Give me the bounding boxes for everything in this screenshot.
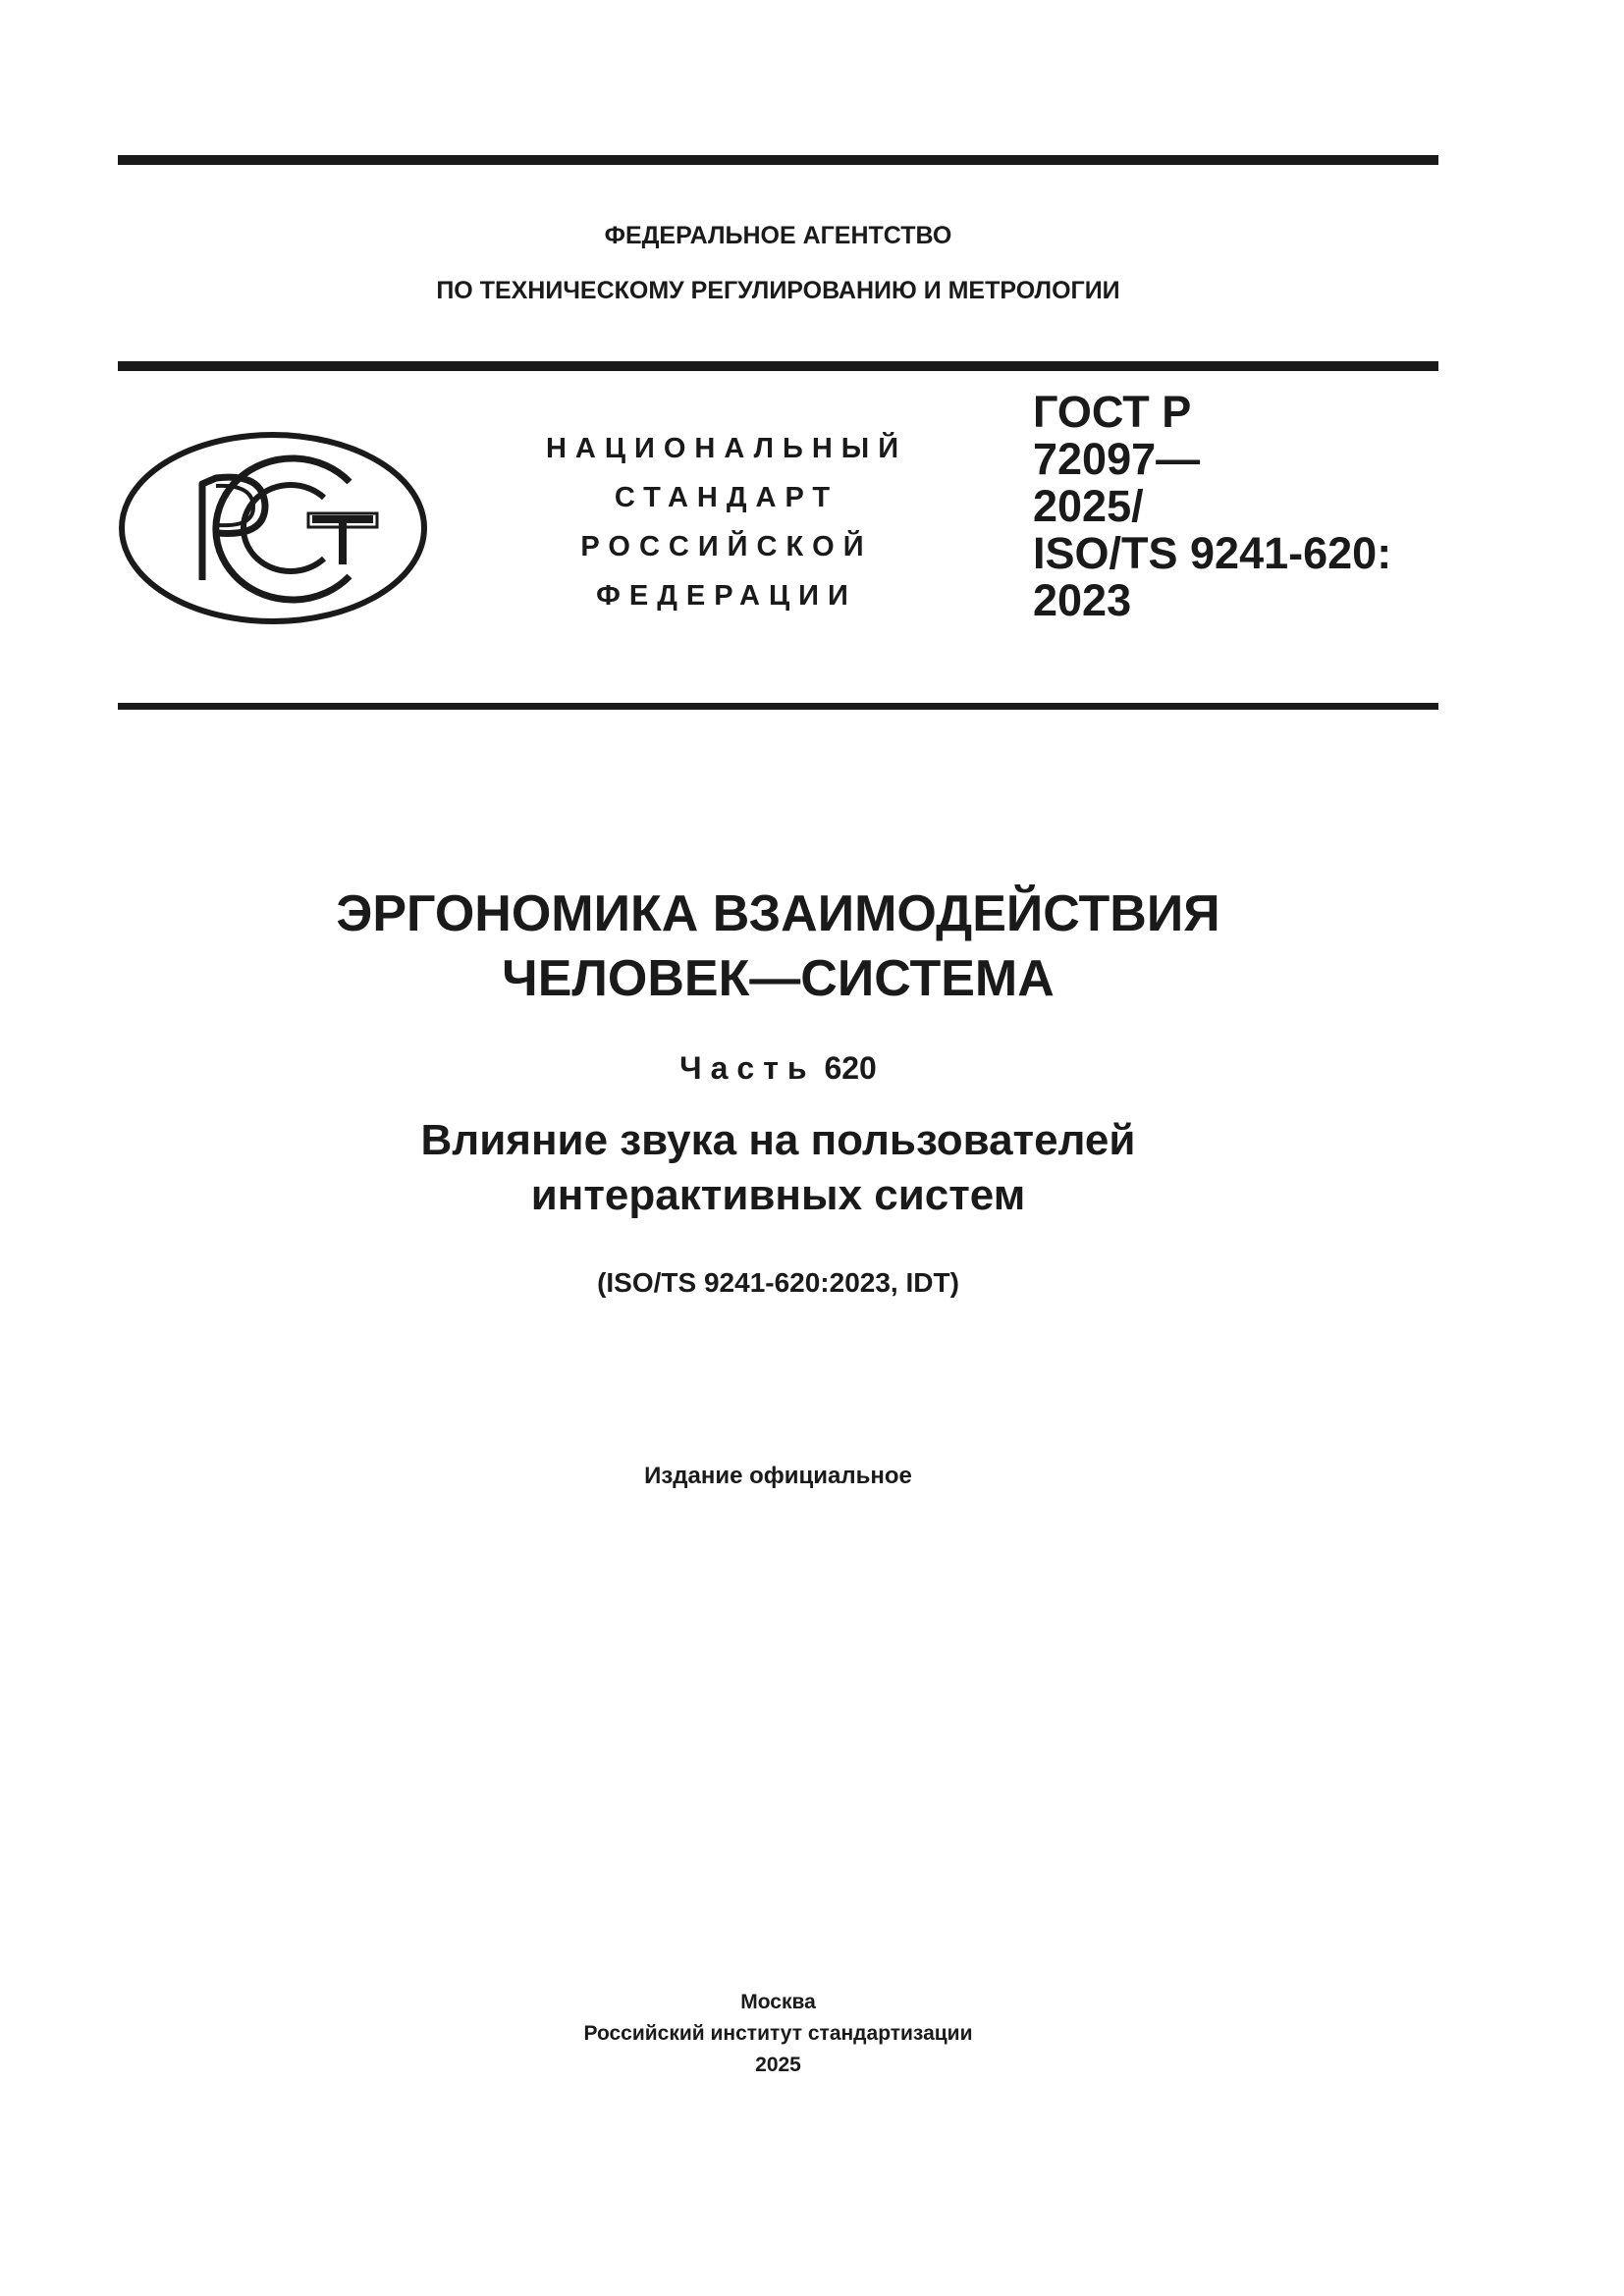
bottom-rule xyxy=(118,703,1438,710)
national-standard-line: РОССИЙСКОЙ xyxy=(580,531,873,562)
document-title xyxy=(118,881,1438,1011)
designation-line: 2025/ xyxy=(1033,481,1144,531)
imprint-year: 2025 xyxy=(755,2054,801,2076)
part-label: Часть xyxy=(679,1050,816,1086)
document-subtitle xyxy=(118,1113,1438,1223)
rst-certification-mark-icon xyxy=(116,429,430,627)
national-standard-line: НАЦИОНАЛЬНЫЙ xyxy=(545,433,908,464)
subtitle-line-2: интерактивных систем xyxy=(530,1171,1026,1219)
top-rule xyxy=(118,155,1438,165)
subtitle-line-1: Влияние звука на пользователей xyxy=(420,1116,1136,1164)
title-line-1: ЭРГОНОМИКА ВЗАИМОДЕЙСТВИЯ xyxy=(336,885,1220,942)
part-heading xyxy=(118,1050,1438,1087)
imprint xyxy=(118,1987,1438,2081)
designation-line: ГОСТ Р xyxy=(1033,387,1192,437)
national-standard-label xyxy=(511,424,943,620)
agency-name-line-1: ФЕДЕРАЛЬНОЕ АГЕНТСТВО xyxy=(604,222,952,249)
designation-line: 2023 xyxy=(1033,575,1132,625)
middle-rule xyxy=(118,361,1438,371)
imprint-publisher: Российский институт стандартизации xyxy=(583,2022,973,2045)
national-standard-line: ФЕДЕРАЦИИ xyxy=(596,580,857,612)
part-number: 620 xyxy=(824,1050,877,1086)
agency-name-line-2: ПО ТЕХНИЧЕСКОМУ РЕГУЛИРОВАНИЮ И МЕТРОЛОГИИ xyxy=(436,277,1120,304)
designation-line: ISO/TS 9241-620: xyxy=(1033,528,1392,578)
iso-reference: (ISO/TS 9241-620:2023, IDT) xyxy=(597,1267,959,1298)
title-line-2: ЧЕЛОВЕК—СИСТЕМА xyxy=(502,950,1055,1007)
imprint-city: Москва xyxy=(740,1991,816,2013)
designation-line: 72097— xyxy=(1033,434,1201,484)
national-standard-line: СТАНДАРТ xyxy=(614,482,839,513)
edition-note: Издание официальное xyxy=(644,1463,912,1489)
standard-designation xyxy=(1033,389,1445,624)
